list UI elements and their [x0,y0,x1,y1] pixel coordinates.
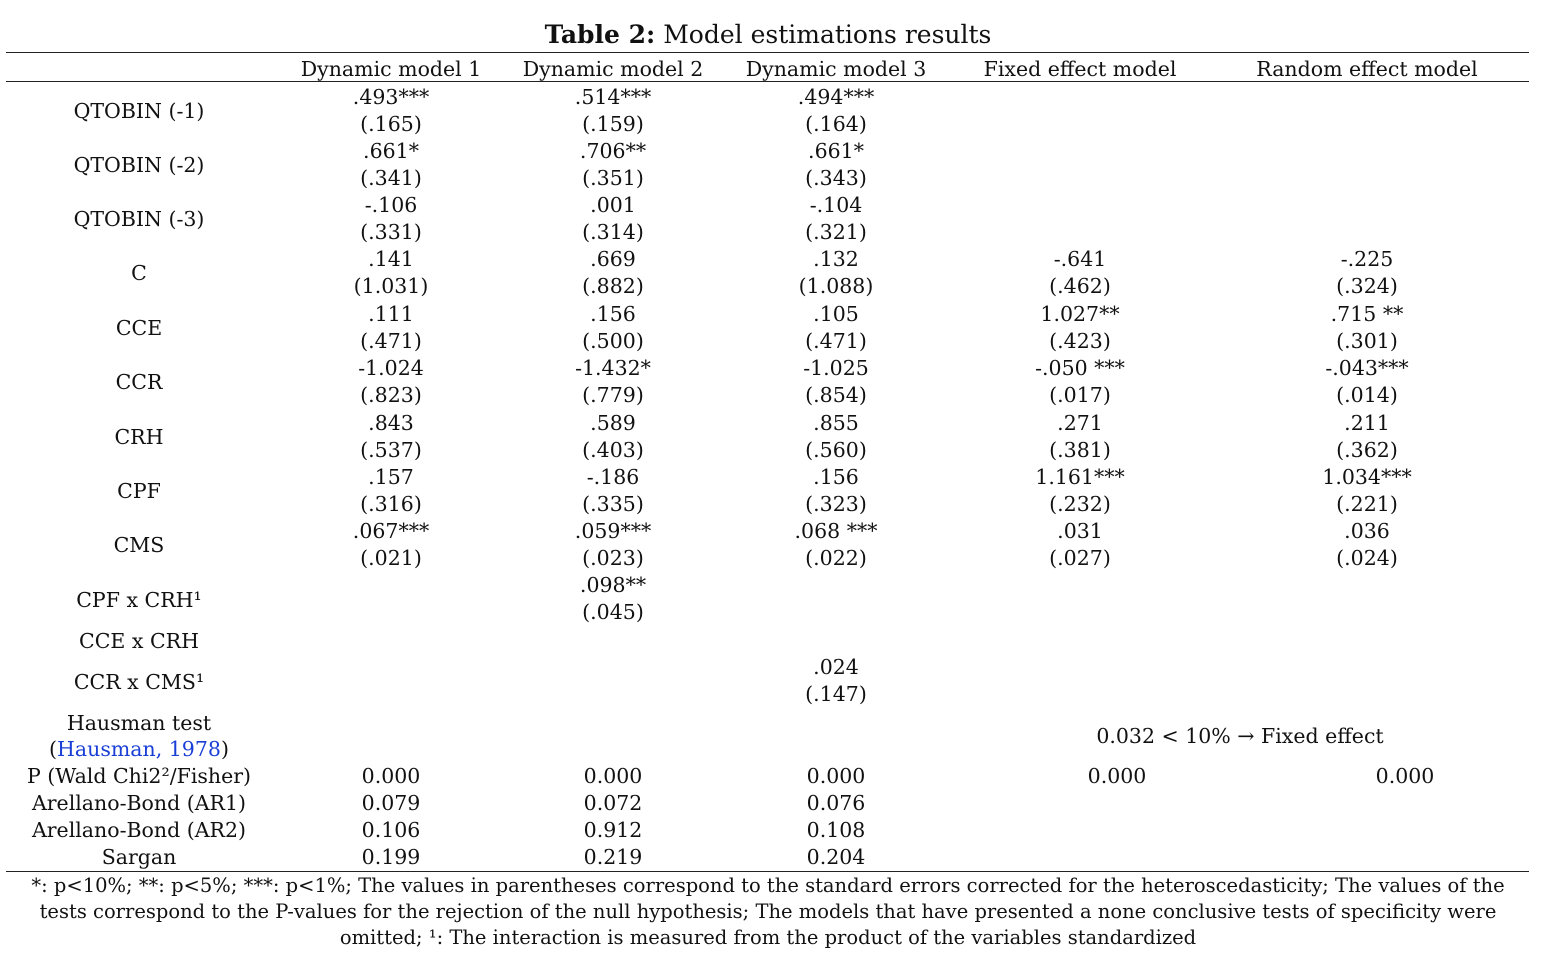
standard-error-value: (1.031) [353,274,429,298]
standard-error-value: (.381) [1049,438,1111,462]
row-label: CPF x CRH¹ [76,588,202,612]
coefficient-value: .156 [590,302,636,326]
standard-error-value: (.362) [1336,438,1398,462]
standard-error-value: (.471) [805,329,867,353]
standard-error-value: (.779) [582,383,644,407]
test-value: 0.000 [583,764,643,788]
test-value: 0.079 [361,791,421,815]
coefficient-value: .843 [368,411,414,435]
row-label: QTOBIN (-2) [73,153,205,177]
test-value: 0.912 [583,818,643,842]
coefficient-value: .067*** [352,519,430,543]
standard-error-value: (.500) [582,329,644,353]
test-value: 0.106 [361,818,421,842]
standard-error-value: (.471) [360,329,422,353]
coefficient-value: .661* [363,139,419,163]
coefficient-value: -.043*** [1325,356,1409,380]
coefficient-value: -1.025 [803,356,869,380]
hausman-citation-link[interactable]: Hausman, 1978 [57,737,221,761]
coefficient-value: .211 [1344,411,1390,435]
test-value: 0.076 [806,791,866,815]
test-value: 0.204 [806,845,866,869]
standard-error-value: (.014) [1336,383,1398,407]
row-label: CCE [115,316,163,340]
standard-error-value: (.403) [582,438,644,462]
hausman-citation [0,737,278,761]
coefficient-value: -.050 *** [1035,356,1125,380]
coefficient-value: .271 [1057,411,1103,435]
column-header: Dynamic model 1 [300,57,482,81]
table-caption: Model estimations results [663,20,992,49]
row-label: CPF [117,479,161,503]
coefficient-value: -.104 [809,193,863,217]
standard-error-value: (.165) [360,112,422,136]
standard-error-value: (.823) [360,383,422,407]
test-value: 0.000 [361,764,421,788]
test-label: Arellano-Bond (AR1) [31,791,247,815]
coefficient-value: .715 ** [1330,302,1404,326]
standard-error-value: (.331) [360,220,422,244]
coefficient-value: .141 [368,247,414,271]
test-value: 0.000 [806,764,866,788]
hausman-result: 0.032 < 10% → Fixed effect [1096,724,1384,748]
test-value: 0.000 [1087,764,1147,788]
coefficient-value: -1.432* [575,356,651,380]
coefficient-value: .589 [590,411,636,435]
row-label: CCR x CMS¹ [73,670,205,694]
test-value: 0.199 [361,845,421,869]
row-label: QTOBIN (-3) [73,207,205,231]
table-title [0,20,1536,49]
column-header: Dynamic model 2 [522,57,704,81]
standard-error-value: (.854) [805,383,867,407]
bottom-rule [6,871,1529,872]
standard-error-value: (.321) [805,220,867,244]
standard-error-value: (.537) [360,438,422,462]
coefficient-value: .494*** [797,85,875,109]
coefficient-value: 1.161*** [1035,465,1125,489]
header-rule [6,81,1529,82]
coefficient-value: .493*** [352,85,430,109]
row-label: CCR [115,370,163,394]
cite-close: ) [220,737,229,761]
standard-error-value: (.221) [1336,492,1398,516]
standard-error-value: (.021) [360,546,422,570]
standard-error-value: (.017) [1049,383,1111,407]
table-footnote: *: p<10%; **: p<5%; ***: p<1%; The values in parentheses correspond to the standard errors corrected for the heteroscedasticity; The values of the tests correspond to the P-values for the rejection of the null hypothesis; The models that have presented a none conclusive tests of specificity were omitted; ¹: The interaction is measured from the product of the variables standardized [31,874,1505,949]
top-rule [6,52,1529,53]
coefficient-value: -1.024 [358,356,424,380]
coefficient-value: -.106 [364,193,418,217]
row-label: C [131,261,147,285]
standard-error-value: (.314) [582,220,644,244]
coefficient-value: .156 [813,465,859,489]
coefficient-value: -.225 [1340,247,1394,271]
standard-error-value: (.341) [360,166,422,190]
coefficient-value: .514*** [574,85,652,109]
standard-error-value: (.159) [582,112,644,136]
coefficient-value: -.186 [586,465,640,489]
coefficient-value: .669 [590,247,636,271]
coefficient-value: .098** [579,573,647,597]
standard-error-value: (.022) [805,546,867,570]
test-value: 0.072 [583,791,643,815]
coefficient-value: 1.027** [1040,302,1120,326]
standard-error-value: (.164) [805,112,867,136]
coefficient-value: .059*** [574,519,652,543]
test-label: Sargan [101,845,177,869]
coefficient-value: .855 [813,411,859,435]
standard-error-value: (.343) [805,166,867,190]
row-label: CRH [114,425,164,449]
coefficient-value: -.641 [1053,247,1107,271]
standard-error-value: (.045) [582,600,644,624]
standard-error-value: (.423) [1049,329,1111,353]
cite-open: ( [49,737,58,761]
standard-error-value: (.335) [582,492,644,516]
coefficient-value: .105 [813,302,859,326]
standard-error-value: (.024) [1336,546,1398,570]
test-value: 0.000 [1375,764,1435,788]
coefficient-value: .024 [813,655,859,679]
hausman-label: Hausman test [66,711,212,735]
coefficient-value: .706** [579,139,647,163]
test-label: Arellano-Bond (AR2) [31,818,247,842]
standard-error-value: (.147) [805,682,867,706]
standard-error-value: (.301) [1336,329,1398,353]
coefficient-value: .157 [368,465,414,489]
standard-error-value: (.232) [1049,492,1111,516]
coefficient-value: .132 [813,247,859,271]
test-value: 0.108 [806,818,866,842]
coefficient-value: 1.034*** [1322,465,1412,489]
coefficient-value: .001 [590,193,636,217]
standard-error-value: (.027) [1049,546,1111,570]
coefficient-value: .068 *** [794,519,878,543]
standard-error-value: (1.088) [798,274,874,298]
test-value: 0.219 [583,845,643,869]
coefficient-value: .661* [808,139,864,163]
coefficient-value: .036 [1344,519,1390,543]
standard-error-value: (.882) [582,274,644,298]
standard-error-value: (.324) [1336,274,1398,298]
standard-error-value: (.351) [582,166,644,190]
standard-error-value: (.023) [582,546,644,570]
row-label: CCE x CRH [79,629,199,653]
standard-error-value: (.462) [1049,274,1111,298]
standard-error-value: (.316) [360,492,422,516]
table-label: Table 2: [544,20,656,49]
coefficient-value: .031 [1057,519,1103,543]
column-header: Random effect model [1256,57,1478,81]
row-label: QTOBIN (-1) [73,99,205,123]
column-header: Dynamic model 3 [745,57,927,81]
standard-error-value: (.323) [805,492,867,516]
test-label: P (Wald Chi2²/Fisher) [26,764,252,788]
coefficient-value: .111 [368,302,414,326]
column-header: Fixed effect model [983,57,1177,81]
row-label: CMS [113,533,165,557]
standard-error-value: (.560) [805,438,867,462]
